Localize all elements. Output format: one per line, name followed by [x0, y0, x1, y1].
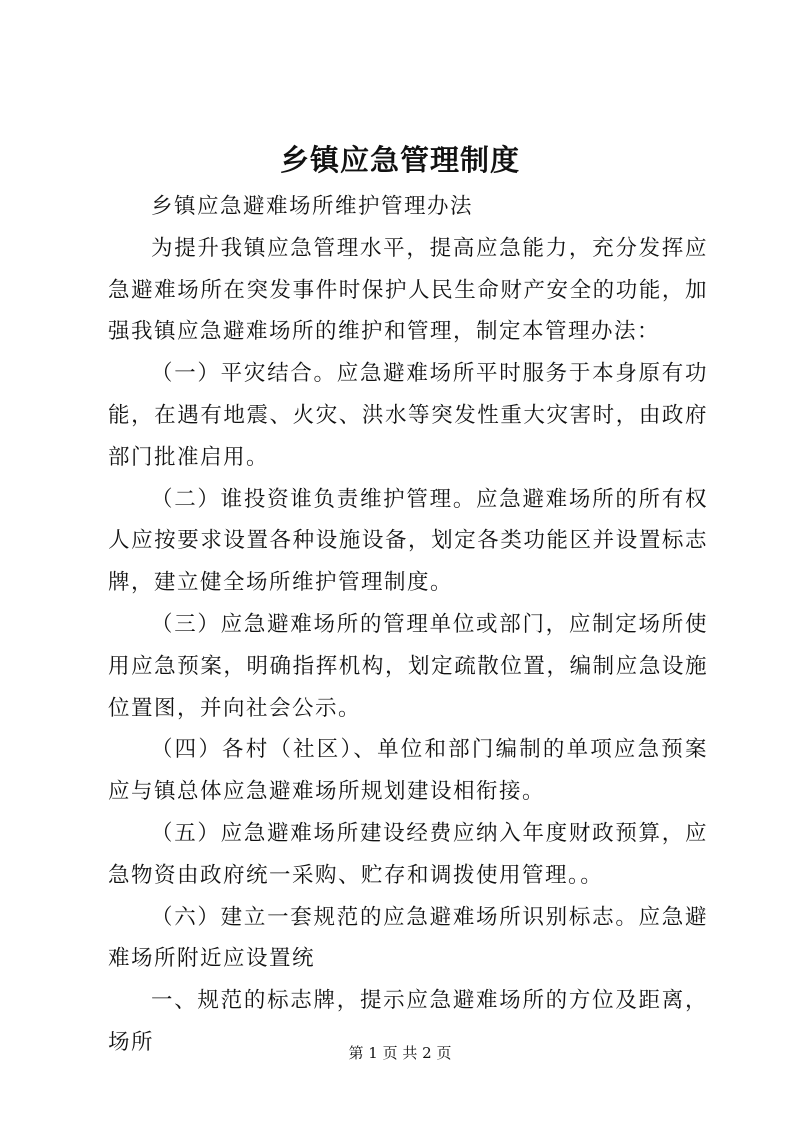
document-subtitle: 乡镇应急避难场所维护管理办法	[151, 194, 474, 219]
paragraph-continuation: 一、规范的标志牌，提示应急避难场所的方位及距离，场所	[108, 988, 708, 1055]
paragraph-item-5: （五）应急避难场所建设经费应纳入年度财政预算，应急物资由政府统一采购、贮存和调拨使用管理。。	[108, 820, 708, 888]
paragraph-item-4: （四）各村（社区）、单位和部门编制的单项应急预案应与镇总体应急避难场所规划建设相衔接。	[108, 737, 708, 805]
paragraph-item-3: （三）应急避难场所的管理单位或部门，应制定场所使用应急预案，明确指挥机构，划定疏散位置，编制应急设施位置图，并向社会公示。	[108, 611, 708, 721]
paragraph-item-6: （六）建立一套规范的应急避难场所识别标志。应急避难场所附近应设置统	[108, 904, 708, 972]
paragraph-item-1: （一）平灾结合。应急避难场所平时服务于本身原有功能，在遇有地震、火灾、洪水等突发性重大灾害时，由政府部门批准启用。	[108, 361, 708, 470]
page-number-footer: 第 1 页 共 2 页	[348, 1044, 452, 1062]
paragraph-intro: 为提升我镇应急管理水平，提高应急能力，充分发挥应急避难场所在突发事件时保护人民生命财产安全的功能，加强我镇应急避难场所的维护和管理，制定本管理办法：	[108, 235, 708, 345]
document-title: 乡镇应急管理制度	[279, 143, 520, 177]
document-body	[108, 186, 708, 1064]
paragraph-item-2: （二）谁投资谁负责维护管理。应急避难场所的所有权人应按要求设置各种设施设备，划定各类功能区并设置标志牌，建立健全场所维护管理制度。	[108, 486, 708, 596]
